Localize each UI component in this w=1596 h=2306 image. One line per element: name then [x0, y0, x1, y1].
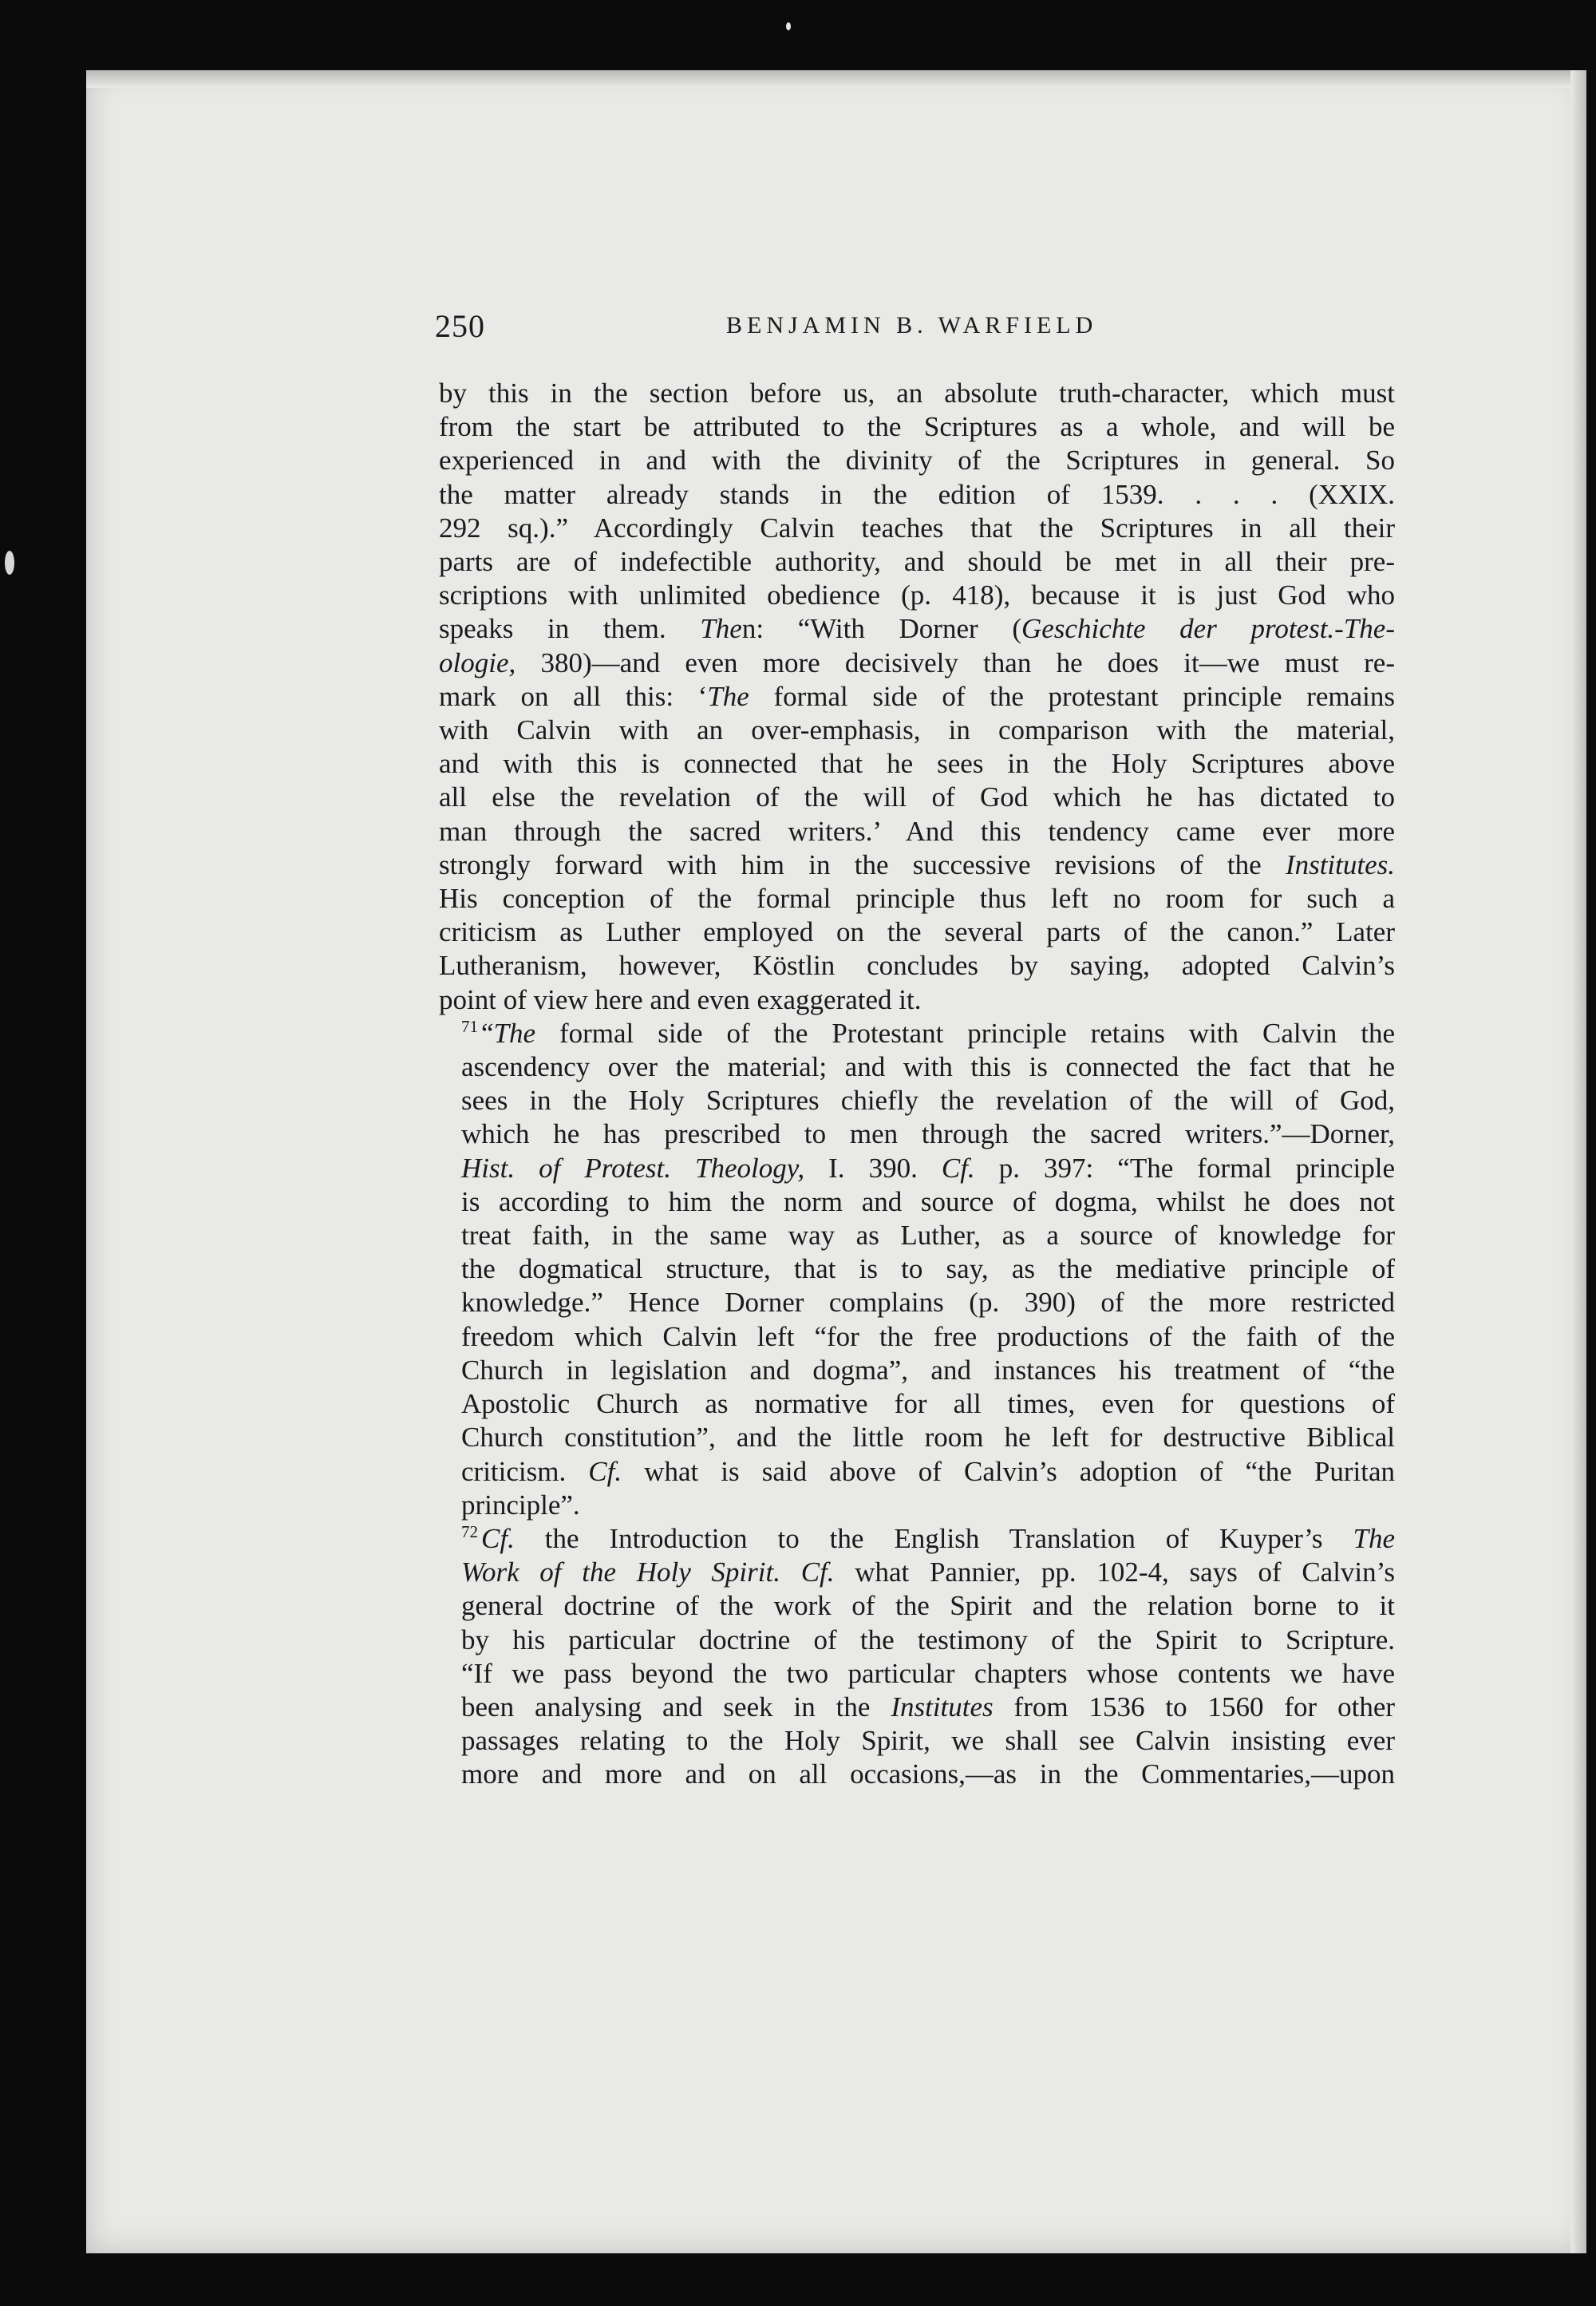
text-line: by this in the section before us, an absolute truth-character, which must — [439, 378, 1395, 409]
text-line: Church constitution”, and the little room he left for destructive Biblical — [461, 1422, 1395, 1454]
text-line: by his particular doctrine of the testimony of the Spirit to Scripture. — [461, 1624, 1395, 1655]
footnote-marker: 72 — [461, 1522, 478, 1542]
footnote-marker: 71 — [461, 1017, 478, 1037]
text-line: knowledge.” Hence Dorner complains (p. 390) of the more restricted — [461, 1287, 1395, 1319]
running-head — [435, 307, 1121, 355]
text-line: criticism. Cf. what is said above of Calvin’s adoption of “the Puritan — [461, 1455, 1395, 1487]
text-line: point of view here and even exaggerated it. — [439, 983, 922, 1015]
text-line: man through the sacred writers.’ And this tendency came ever more — [439, 815, 1395, 847]
text-line: the matter already stands in the edition of 1539. . . . (XXIX. — [439, 478, 1395, 510]
running-title: BENJAMIN B. WARFIELD — [726, 312, 1098, 338]
text-line: strongly forward with him in the successive revisions of the Institutes. — [439, 848, 1395, 880]
text-line: Church in legislation and dogma”, and instances his treatment of “the — [461, 1354, 1395, 1386]
text-line: the dogmatical structure, that is to say, as the mediative principle of — [461, 1253, 1395, 1285]
text-line: ascendency over the material; and with this is connected the fact that he — [461, 1051, 1395, 1083]
text-line: speaks in them. Then: “With Dorner (Geschichte der protest.-The- — [439, 613, 1395, 645]
text-line: criticism as Luther employed on the several parts of the canon.” Later — [439, 916, 1395, 948]
text-line: Lutheranism, however, Köstlin concludes by saying, adopted Calvin’s — [439, 950, 1395, 982]
page-number: 250 — [435, 308, 485, 344]
text-line: with Calvin with an over-emphasis, in comparison with the material, — [439, 714, 1395, 746]
text-line: passages relating to the Holy Spirit, we shall see Calvin insisting ever — [461, 1725, 1395, 1757]
text-line: experienced in and with the divinity of the Scriptures in general. So — [439, 445, 1395, 477]
text-line: scriptions with unlimited obedience (p. 418), because it is just God who — [439, 579, 1395, 611]
text-line: principle”. — [461, 1489, 580, 1521]
text-line: ologie, 380)—and even more decisively than he does it—we must re- — [439, 647, 1395, 678]
text-line: freedom which Calvin left “for the free productions of the faith of the — [461, 1320, 1395, 1352]
text-line: Work of the Holy Spirit. Cf. what Pannier, pp. 102-4, says of Calvin’s — [461, 1556, 1395, 1588]
page-right-edge — [1570, 70, 1586, 2253]
scan-speck — [786, 22, 791, 30]
page-top-edge — [86, 70, 1586, 88]
text-line: been analysing and seek in the Institutes from 1536 to 1560 for other — [461, 1691, 1396, 1723]
text-line: “If we pass beyond the two particular chapters whose contents we have — [461, 1657, 1395, 1689]
text-line: and with this is connected that he sees in the Holy Scriptures above — [439, 748, 1395, 780]
body-text — [439, 377, 1395, 1792]
footnote-72 — [439, 1522, 1395, 1792]
text-line: mark on all this: ‘The formal side of the protestant principle remains — [439, 680, 1395, 712]
scan-speck — [5, 551, 14, 575]
text-line: more and more and on all occasions,—as in the Commentaries,—upon — [461, 1758, 1395, 1790]
text-line: all else the revelation of the will of God which he has dictated to — [439, 781, 1395, 813]
text-line: parts are of indefectible authority, and should be met in all their pre- — [439, 546, 1395, 578]
footnote-71 — [439, 1017, 1395, 1522]
text-line: Apostolic Church as normative for all times, even for questions of — [461, 1388, 1395, 1420]
text-line: $^{71}$ “The formal side of the Protestant principle retains with Calvin the — [461, 1017, 1395, 1049]
text-line: His conception of the formal principle thus left no room for such a — [439, 883, 1395, 915]
text-line: from the start be attributed to the Scriptures as a whole, and will be — [439, 411, 1395, 443]
text-line: which he has prescribed to men through the sacred writers.”—Dorner, — [461, 1118, 1395, 1150]
text-line: Hist. of Protest. Theology, I. 390. Cf. p. 397: “The formal principle — [461, 1152, 1395, 1184]
paragraph-continuation — [439, 377, 1395, 1017]
text-line: $^{72}$ Cf. the Introduction to the English Translation of Kuyper’s The — [461, 1522, 1395, 1554]
text-line: sees in the Holy Scriptures chiefly the revelation of the will of God, — [461, 1085, 1395, 1117]
text-line: treat faith, in the same way as Luther, as a source of knowledge for — [461, 1220, 1395, 1252]
text-line: general doctrine of the work of the Spirit and the relation borne to it — [461, 1590, 1395, 1622]
text-line: is according to him the norm and source of dogma, whilst he does not — [461, 1185, 1395, 1217]
text-line: 292 sq.).” Accordingly Calvin teaches that the Scriptures in all their — [439, 512, 1395, 544]
